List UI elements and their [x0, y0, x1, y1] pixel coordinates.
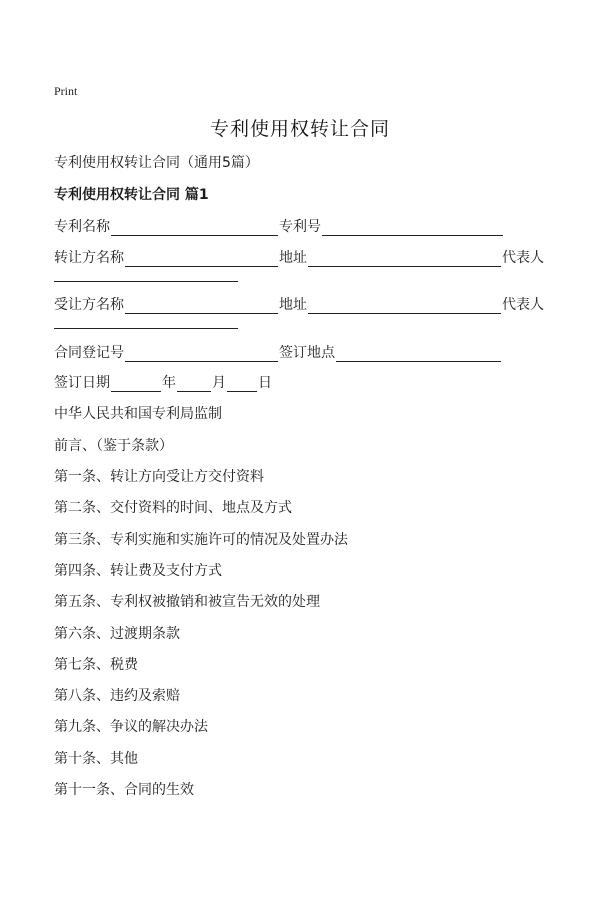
- section-heading: 专利使用权转让合同 篇1: [54, 187, 209, 203]
- day-label: 日: [258, 375, 272, 391]
- signing-date-label: 签订日期: [54, 375, 110, 391]
- transferor-name-blank: [125, 251, 278, 267]
- transferor-rep-blank: [54, 280, 238, 282]
- form-row-registration: [54, 344, 502, 362]
- form-row-patent: [54, 218, 504, 236]
- clause-item: 第一条、转让方向受让方交付资料: [54, 469, 264, 485]
- document-subtitle: 专利使用权转让合同（通用5篇）: [54, 155, 259, 171]
- transferee-address-blank: [308, 298, 501, 314]
- clause-item: 前言、（鉴于条款）: [54, 438, 173, 454]
- transferor-address-blank: [308, 251, 501, 267]
- contract-reg-label: 合同登记号: [54, 345, 124, 361]
- transferee-name-blank: [125, 298, 278, 314]
- clause-item: 第五条、专利权被撤销和被宣告无效的处理: [54, 594, 320, 610]
- month-blank: [177, 376, 211, 392]
- clause-item: 第二条、交付资料的时间、地点及方式: [54, 500, 292, 516]
- transferor-name-label: 转让方名称: [54, 250, 124, 266]
- clause-item: 第七条、税费: [54, 657, 138, 673]
- signing-place-label: 签订地点: [279, 345, 335, 361]
- clause-item: 第九条、争议的解决办法: [54, 719, 208, 735]
- signing-place-blank: [336, 346, 501, 362]
- clause-item: 第三条、专利实施和实施许可的情况及处置办法: [54, 532, 348, 548]
- year-label: 年: [162, 375, 176, 391]
- transferor-rep-label: 代表人: [502, 250, 544, 266]
- clause-item: 第十条、其他: [54, 751, 138, 767]
- form-row-date: [54, 374, 272, 392]
- patent-name-label: 专利名称: [54, 219, 110, 235]
- clause-item: 第十一条、合同的生效: [54, 782, 194, 798]
- transferor-address-label: 地址: [279, 250, 307, 266]
- contract-reg-blank: [125, 346, 278, 362]
- transferee-address-label: 地址: [279, 297, 307, 313]
- clause-item: 第四条、转让费及支付方式: [54, 563, 222, 579]
- transferee-rep-label: 代表人: [502, 297, 544, 313]
- print-label: Print: [54, 84, 78, 98]
- year-blank: [111, 376, 161, 392]
- transferee-rep-blank: [54, 327, 238, 329]
- month-label: 月: [212, 375, 226, 391]
- supervisor-line: 中华人民共和国专利局监制: [54, 406, 222, 422]
- patent-name-blank: [111, 220, 278, 236]
- day-blank: [227, 376, 257, 392]
- form-row-transferor: [54, 249, 544, 267]
- document-title: 专利使用权转让合同: [209, 118, 390, 140]
- patent-no-label: 专利号: [279, 219, 321, 235]
- transferee-name-label: 受让方名称: [54, 297, 124, 313]
- clause-item: 第六条、过渡期条款: [54, 626, 180, 642]
- form-row-transferee: [54, 296, 544, 314]
- clause-item: 第八条、违约及索赔: [54, 688, 180, 704]
- patent-no-blank: [322, 220, 503, 236]
